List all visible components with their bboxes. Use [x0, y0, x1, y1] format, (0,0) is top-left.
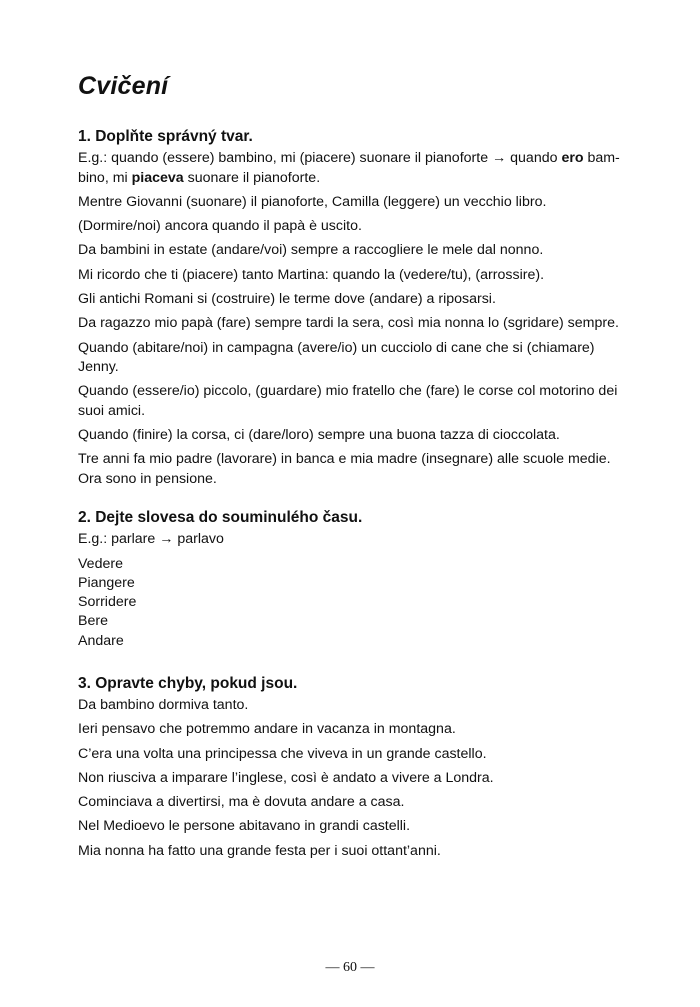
example-text-part: bino, mi	[78, 169, 132, 186]
exercise-item: Quando (abitare/noi) in campagna (avere/io) un cucciolo di cane che si (chiamare) Jenny.	[78, 339, 595, 376]
exercise-item: Gli antichi Romani si (costruire) le terme dove (andare) a riposarsi.	[78, 290, 496, 307]
exercise-item: Tre anni fa mio padre (lavorare) in banca e mia madre (insegnare) alle scuole medie. Ora sono in pensione.	[78, 451, 611, 487]
verb-item: Andare	[78, 632, 124, 649]
verb-item: Vedere	[78, 555, 123, 572]
page-number: — 60 —	[325, 960, 375, 975]
example-bold-word: piaceva	[131, 169, 184, 186]
example-text-part: E.g.: quando (essere) bambino, mi (piacere) suonare il pianoforte → quando	[78, 150, 562, 166]
page-title: Cvičení	[78, 72, 169, 100]
exercise-item: C’era una volta una principessa che viveva in un grande castello.	[78, 745, 487, 762]
exercise-item: Mia nonna ha fatto una grande festa per i suoi ottant’anni.	[78, 842, 441, 859]
exercise-heading: 2. Dejte slovesa do souminulého času.	[78, 509, 363, 526]
exercise-heading: 3. Opravte chyby, pokud jsou.	[78, 675, 298, 692]
exercise-heading: 1. Doplňte správný tvar.	[78, 128, 253, 145]
exercise-item: Mi ricordo che ti (piacere) tanto Martina: quando la (vedere/tu), (arrossire).	[78, 266, 545, 283]
example-text	[78, 149, 638, 188]
exercise-item: Ieri pensavo che potremmo andare in vacanza in montagna.	[78, 721, 456, 738]
exercise-item: Mentre Giovanni (suonare) il pianoforte, Camilla (leggere) un vecchio libro.	[78, 193, 547, 210]
verb-item: Piangere	[78, 574, 135, 591]
verb-item: Sorridere	[78, 594, 137, 611]
exercise-item: Quando (essere/io) piccolo, (guardare) mio fratello che (fare) le corse col motorino dei suoi amici.	[78, 383, 618, 419]
exercise-section-3	[78, 674, 638, 866]
example-text-part: suonare il pianoforte.	[183, 169, 321, 186]
exercise-item: Cominciava a divertirsi, ma è dovuta andare a casa.	[78, 794, 405, 811]
exercise-item: Nel Medioevo le persone abitavano in grandi castelli.	[78, 818, 411, 835]
exercise-item: Non riusciva a imparare l’inglese, così è andato a vivere a Londra.	[78, 769, 494, 786]
exercise-section-2	[78, 508, 638, 651]
example-text-part: bam-	[583, 150, 620, 166]
exercise-item: Da bambini in estate (andare/voi) sempre a raccogliere le mele dal nonno.	[78, 242, 544, 259]
exercise-item: Da ragazzo mio papà (fare) sempre tardi la sera, così mia nonna lo (sgridare) sempre.	[78, 315, 619, 332]
example-text: E.g.: parlare → parlavo	[78, 531, 224, 547]
example-bold-word: ero	[561, 150, 584, 166]
verb-item: Bere	[78, 613, 108, 630]
exercise-item: (Dormire/noi) ancora quando il papà è uscito.	[78, 218, 362, 235]
exercise-section-1	[78, 127, 638, 494]
exercise-item: Da bambino dormiva tanto.	[78, 697, 249, 713]
exercise-item: Quando (finire) la corsa, ci (dare/loro) sempre una buona tazza di cioccolata.	[78, 427, 560, 444]
